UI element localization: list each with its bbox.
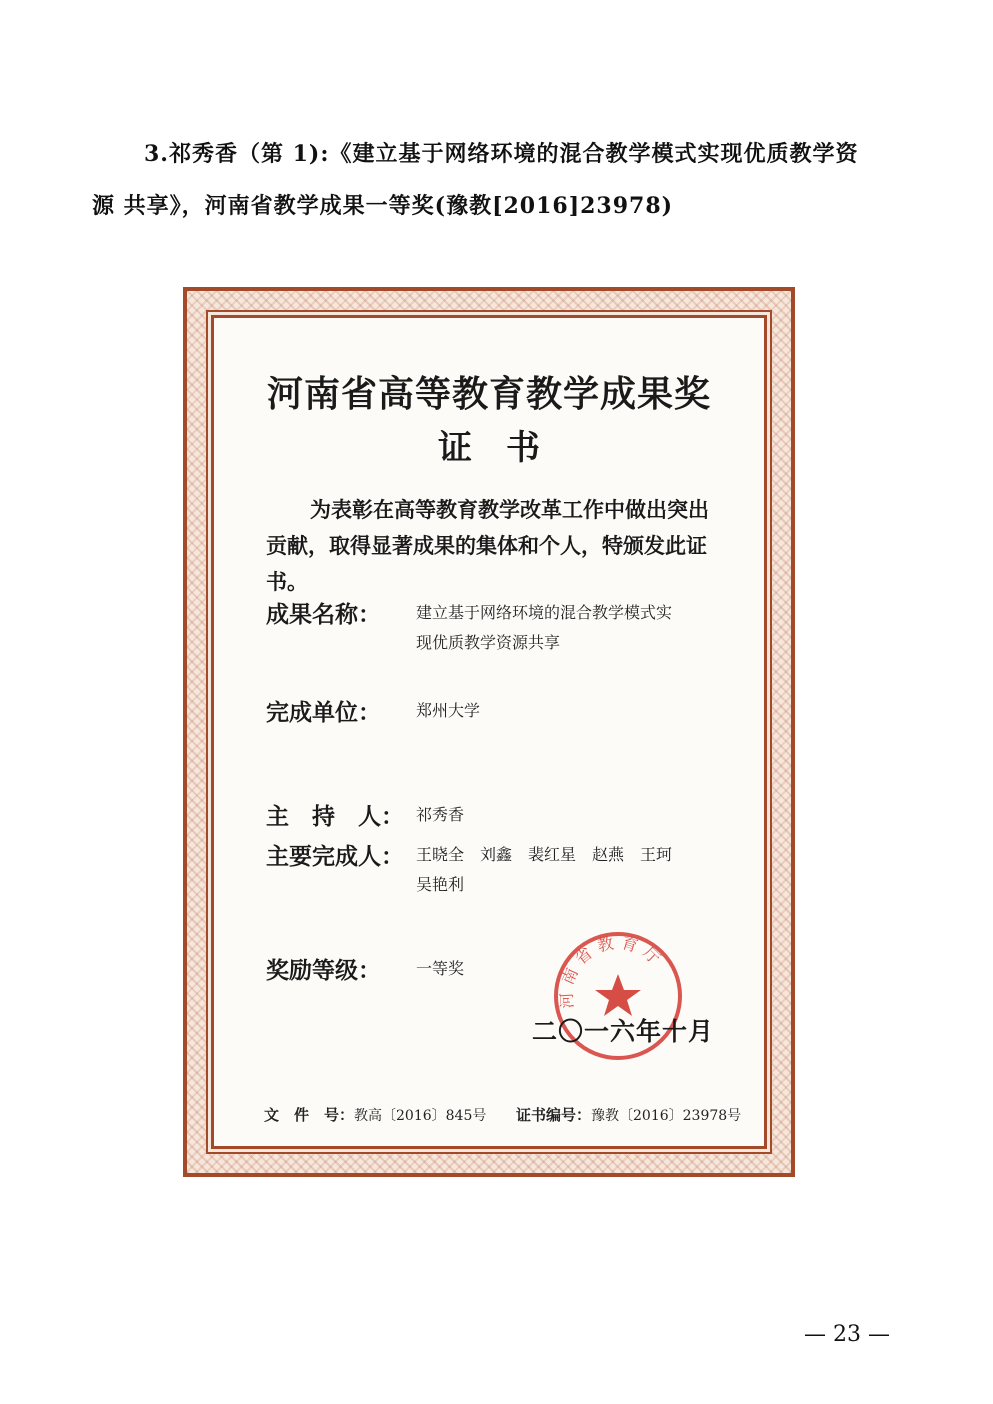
- certificate-body-text: 为表彰在高等教育教学改革工作中做出突出贡献，取得显著成果的集体和个人，特颁发此证书。: [266, 497, 709, 594]
- certificate-number: [516, 1104, 741, 1125]
- document-number: [264, 1104, 486, 1125]
- members-value: [416, 840, 716, 900]
- certificate-title: 河南省高等教育教学成果奖: [266, 374, 711, 415]
- achievement-value: [416, 598, 716, 658]
- certificate-subtitle: 证书: [438, 428, 574, 468]
- unit-value: 郑州大学: [416, 701, 481, 720]
- seal-text: 河南省教育厅: [556, 932, 669, 1010]
- page-number: — 23 —: [804, 1322, 890, 1347]
- level-label: 奖励等级：: [266, 957, 381, 984]
- caption-line-2: 源 共享》，河南省教学成果一等奖(豫教[2016]23978): [92, 193, 674, 219]
- document-number-label: 文 件 号：: [264, 1106, 355, 1124]
- certificate-image: [183, 287, 795, 1177]
- certificate-date: 二〇一六年十月: [532, 1017, 715, 1046]
- members-value-line-2: 吴艳利: [416, 875, 465, 894]
- level-value: 一等奖: [416, 959, 465, 978]
- achievement-label: 成果名称：: [266, 601, 381, 628]
- star-icon: [595, 974, 641, 1016]
- host-label: 主 持 人：: [266, 803, 404, 830]
- certificate-number-value: 豫教〔2016〕23978号: [591, 1108, 742, 1124]
- host-value: 祁秀香: [416, 805, 465, 824]
- certificate-inner-panel: [211, 315, 767, 1149]
- certificate-number-label: 证书编号：: [516, 1106, 592, 1124]
- document-caption: [92, 128, 912, 232]
- members-value-line-1: 王晓全 刘鑫 裴红星 赵燕 王珂: [416, 845, 673, 864]
- achievement-value-line-2: 现优质教学资源共享: [416, 633, 561, 652]
- members-label: 主要完成人：: [266, 843, 404, 870]
- caption-line-1: 3.祁秀香（第 1):《建立基于网络环境的混合教学模式实现优质教学资: [144, 141, 859, 167]
- unit-label: 完成单位：: [266, 699, 381, 726]
- document-number-value: 教高〔2016〕845号: [354, 1108, 487, 1124]
- achievement-value-line-1: 建立基于网络环境的混合教学模式实: [416, 603, 673, 622]
